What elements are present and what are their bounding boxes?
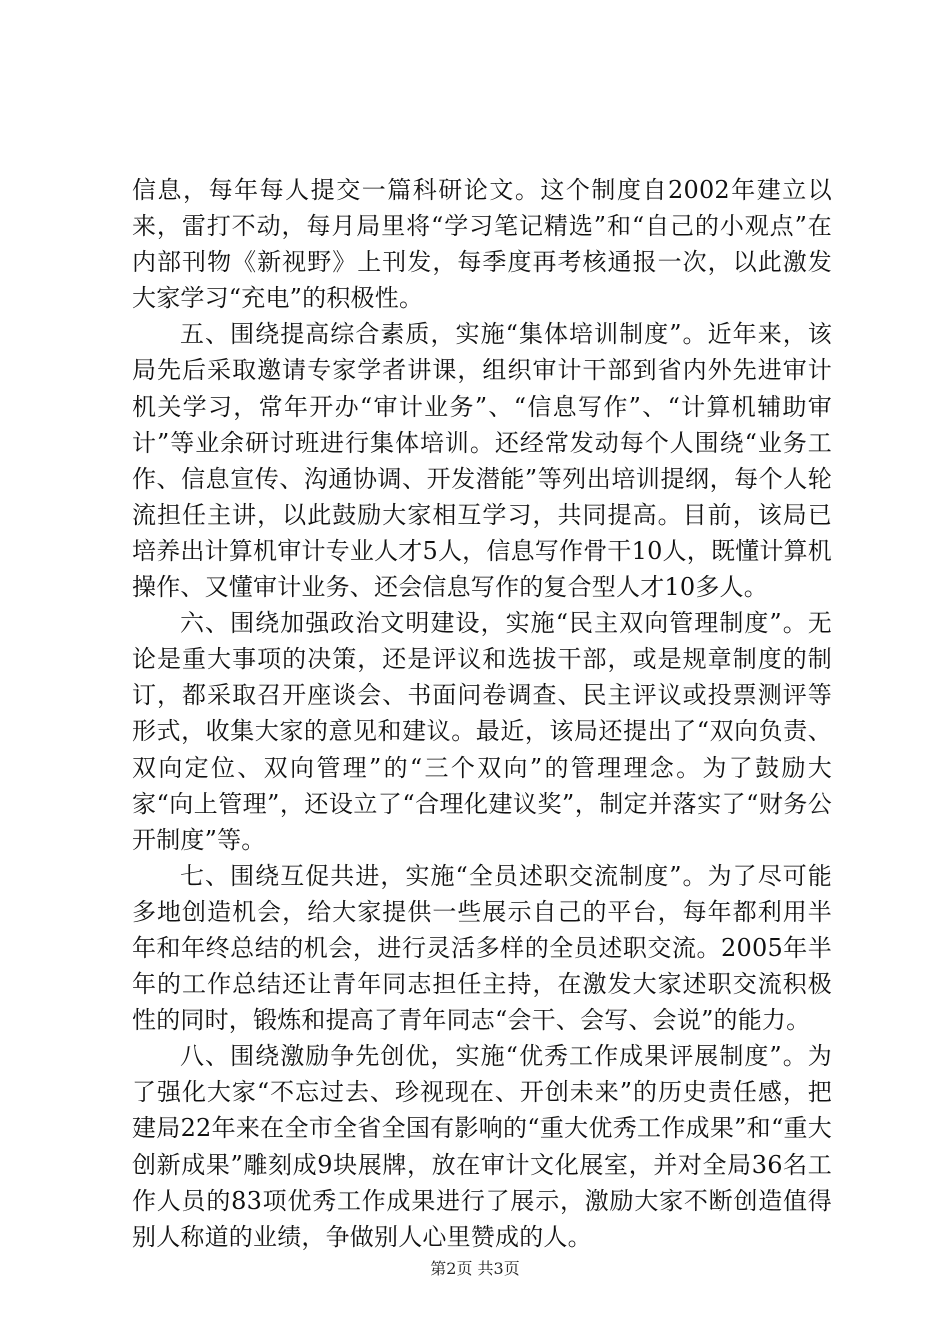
- page-number: 第2页 共3页: [430, 1259, 520, 1278]
- paragraph-section-seven: 七、围绕互促共进，实施“全员述职交流制度”。为了尽可能多地创造机会，给大家提供一些展示自己的平台，每年都利用半年和年终总结的机会，进行灵活多样的全员述职交流。2005年半年的工作总结还让青年同志担任主持，在激发大家述职交流积极性的同时，锻炼和提高了青年同志“会干、会写、会说”的能力。: [132, 861, 832, 1035]
- document-body: [132, 172, 832, 1255]
- page-footer: [0, 1256, 950, 1279]
- paragraph-continuation: 信息，每年每人提交一篇科研论文。这个制度自2002年建立以来，雷打不动，每月局里将“学习笔记精选”和“自己的小观点”在内部刊物《新视野》上刊发，每季度再考核通报一次，以此激发大家学习“充电”的积极性。: [132, 176, 832, 313]
- paragraph-section-eight: 八、围绕激励争先创优，实施“优秀工作成果评展制度”。为了强化大家“不忘过去、珍视现在、开创未来”的历史责任感，把建局22年来在全市全省全国有影响的“重大优秀工作成果”和“重大创新成果”雕刻成9块展牌，放在审计文化展室，并对全局36名工作人员的83项优秀工作成果进行了展示，激励大家不断创造值得别人称道的业绩，争做别人心里赞成的人。: [132, 1042, 832, 1251]
- paragraph-section-six: 六、围绕加强政治文明建设，实施“民主双向管理制度”。无论是重大事项的决策，还是评议和选拔干部，或是规章制度的制订，都采取召开座谈会、书面问卷调查、民主评议或投票测评等形式，收集大家的意见和建议。最近，该局还提出了“双向负责、双向定位、双向管理”的“三个双向”的管理理念。为了鼓励大家“向上管理”，还设立了“合理化建议奖”，制定并落实了“财务公开制度”等。: [132, 609, 832, 854]
- paragraph-section-five: 五、围绕提高综合素质，实施“集体培训制度”。近年来，该局先后采取邀请专家学者讲课，组织审计干部到省内外先进审计机关学习，常年开办“审计业务”、“信息写作”、“计算机辅助审计”等业余研讨班进行集体培训。还经常发动每个人围绕“业务工作、信息宣传、沟通协调、开发潜能”等列出培训提纲，每个人轮流担任主讲，以此鼓励大家相互学习，共同提高。目前，该局已培养出计算机审计专业人才5人，信息写作骨干10人，既懂计算机操作、又懂审计业务、还会信息写作的复合型人才10多人。: [132, 320, 832, 602]
